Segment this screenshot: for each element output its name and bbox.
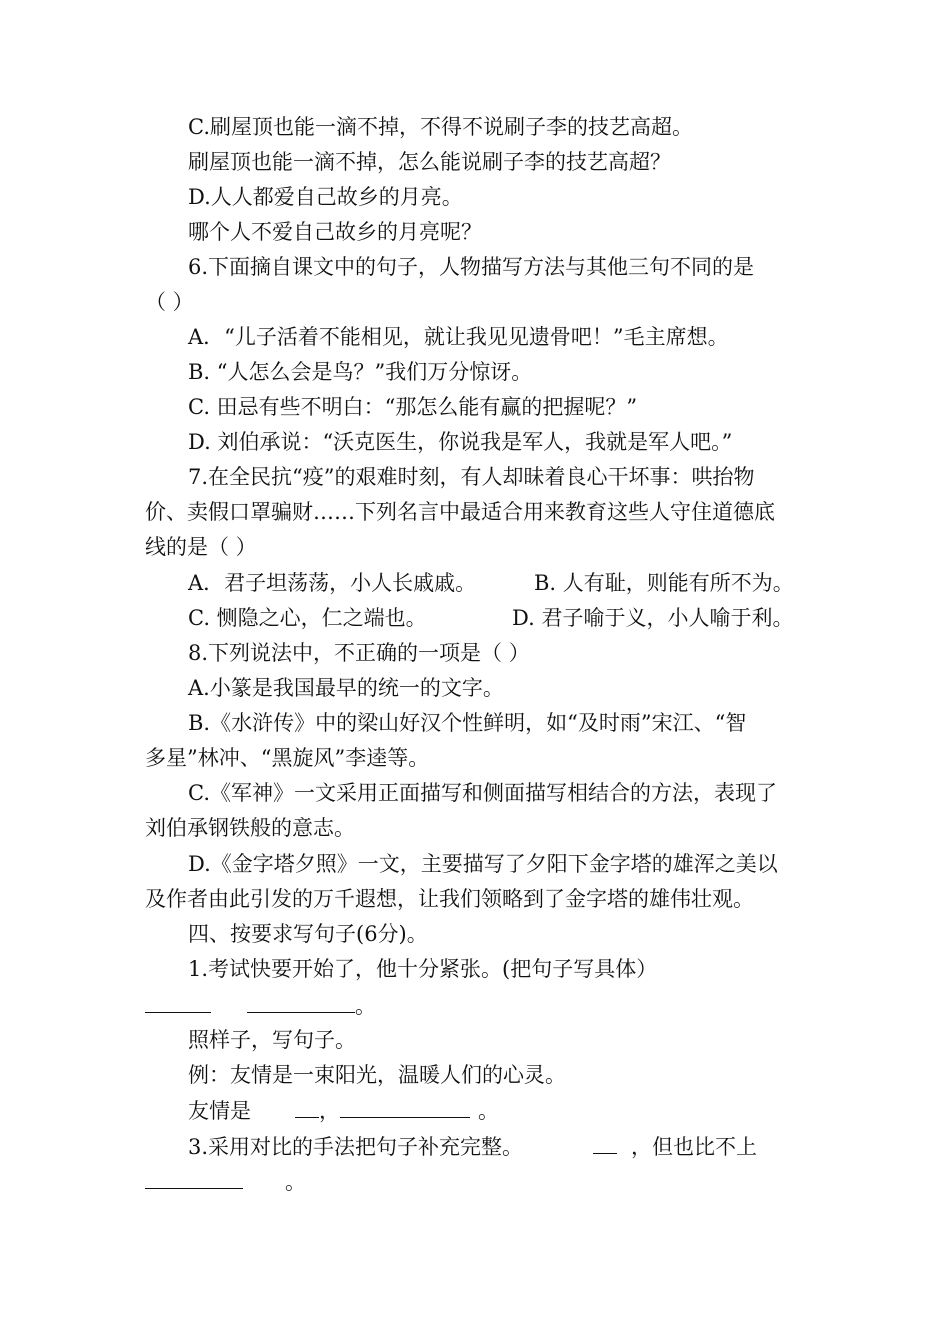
- section-4-question-1-answer: [145, 990, 825, 1021]
- option-c-original: C.刷屋顶也能一滴不掉，不得不说刷子李的技艺高超。: [188, 115, 693, 139]
- question-8-option-a: A.小篆是我国最早的统一的文字。: [188, 676, 504, 700]
- answer-blank[interactable]: [295, 1095, 319, 1118]
- question-8-option-d-line2: 及作者由此引发的万千遐想，让我们领略到了金字塔的雄伟壮观。: [145, 887, 754, 911]
- question-6-option-b: B. “人怎么会是鸟？”我们万分惊讶。: [188, 360, 533, 384]
- full-stop: 。: [478, 1099, 499, 1123]
- question-8-option-d-line1: D.《金字塔夕照》一文，主要描写了夕阳下金字塔的雄浑之美以: [188, 852, 778, 876]
- section-4-question-2-answer: [188, 1095, 868, 1126]
- option-d-rewrite: 哪个人不爱自己故乡的月亮呢？: [188, 220, 482, 244]
- question-8-option-c-line1: C.《军神》一文采用正面描写和侧面描写相结合的方法，表现了: [188, 781, 777, 805]
- question-7-stem-line1: 7.在全民抗“疫”的艰难时刻，有人却昧着良心干坏事：哄抬物: [188, 465, 755, 489]
- question-3-mid: ，但也比不上: [631, 1135, 758, 1159]
- answer-blank[interactable]: [247, 990, 355, 1013]
- section-4-question-2-instruction: 照样子，写句子。: [188, 1028, 356, 1052]
- question-7-option-a: A．君子坦荡荡，小人长戚戚。: [188, 571, 477, 595]
- question-7-stem-line3: 线的是（ ）: [145, 535, 257, 559]
- comma: ，: [319, 1099, 340, 1123]
- question-6-option-c: C. 田忌有些不明白：“那怎么能有赢的把握呢？”: [188, 395, 638, 419]
- question-6-option-d: D. 刘伯承说：“沃克医生，你说我是军人，我就是军人吧。”: [188, 430, 733, 454]
- question-7-stem-line2: 价、卖假口罩骗财……下列名言中最适合用来教育这些人守住道德底: [145, 500, 775, 524]
- question-6-option-a: A．“儿子活着不能相见，就让我见见遗骨吧！”毛主席想。: [188, 325, 729, 349]
- answer-blank[interactable]: [145, 1166, 243, 1189]
- section-4-question-1: 1.考试快要开始了，他十分紧张。(把句子写具体）: [188, 957, 658, 981]
- question-7-option-b: B. 人有耻，则能有所不为。: [534, 571, 794, 595]
- question-7-option-d: D. 君子喻于义，小人喻于利。: [512, 606, 794, 630]
- question-7-options-row2: [188, 603, 868, 633]
- question-7-options-row1: [188, 568, 868, 598]
- answer-lead: 友情是: [188, 1099, 251, 1123]
- question-6-stem: 6.下面摘自课文中的句子，人物描写方法与其他三句不同的是: [188, 255, 755, 279]
- question-6-answer-paren: （ ）: [145, 290, 194, 314]
- question-8-option-c-line2: 刘伯承钢铁般的意志。: [145, 816, 355, 840]
- section-4-question-3: [188, 1131, 868, 1162]
- section-4-heading: 四、按要求写句子(6分)。: [188, 922, 428, 946]
- question-8-option-b-line1: B.《水浒传》中的梁山好汉个性鲜明，如“及时雨”宋江、“智: [188, 711, 747, 735]
- question-8-option-b-line2: 多星”林冲、“黑旋风”李逵等。: [145, 746, 430, 770]
- question-8-stem: 8.下列说法中，不正确的一项是（ ）: [188, 641, 530, 665]
- full-stop: 。: [285, 1170, 306, 1194]
- section-4-question-2-example: 例：友情是一束阳光，温暖人们的心灵。: [188, 1063, 566, 1087]
- section-4-question-3-answer: [145, 1166, 825, 1197]
- option-c-rewrite: 刷屋顶也能一滴不掉，怎么能说刷子李的技艺高超？: [188, 150, 671, 174]
- answer-blank[interactable]: [145, 990, 211, 1013]
- question-3-stem: 3.采用对比的手法把句子补充完整。: [188, 1135, 524, 1159]
- answer-blank[interactable]: [340, 1095, 470, 1118]
- answer-blank[interactable]: [593, 1131, 617, 1154]
- option-d-original: D.人人都爱自己故乡的月亮。: [188, 185, 463, 209]
- question-7-option-c: C. 恻隐之心，仁之端也。: [188, 606, 427, 630]
- full-stop: 。: [355, 994, 376, 1018]
